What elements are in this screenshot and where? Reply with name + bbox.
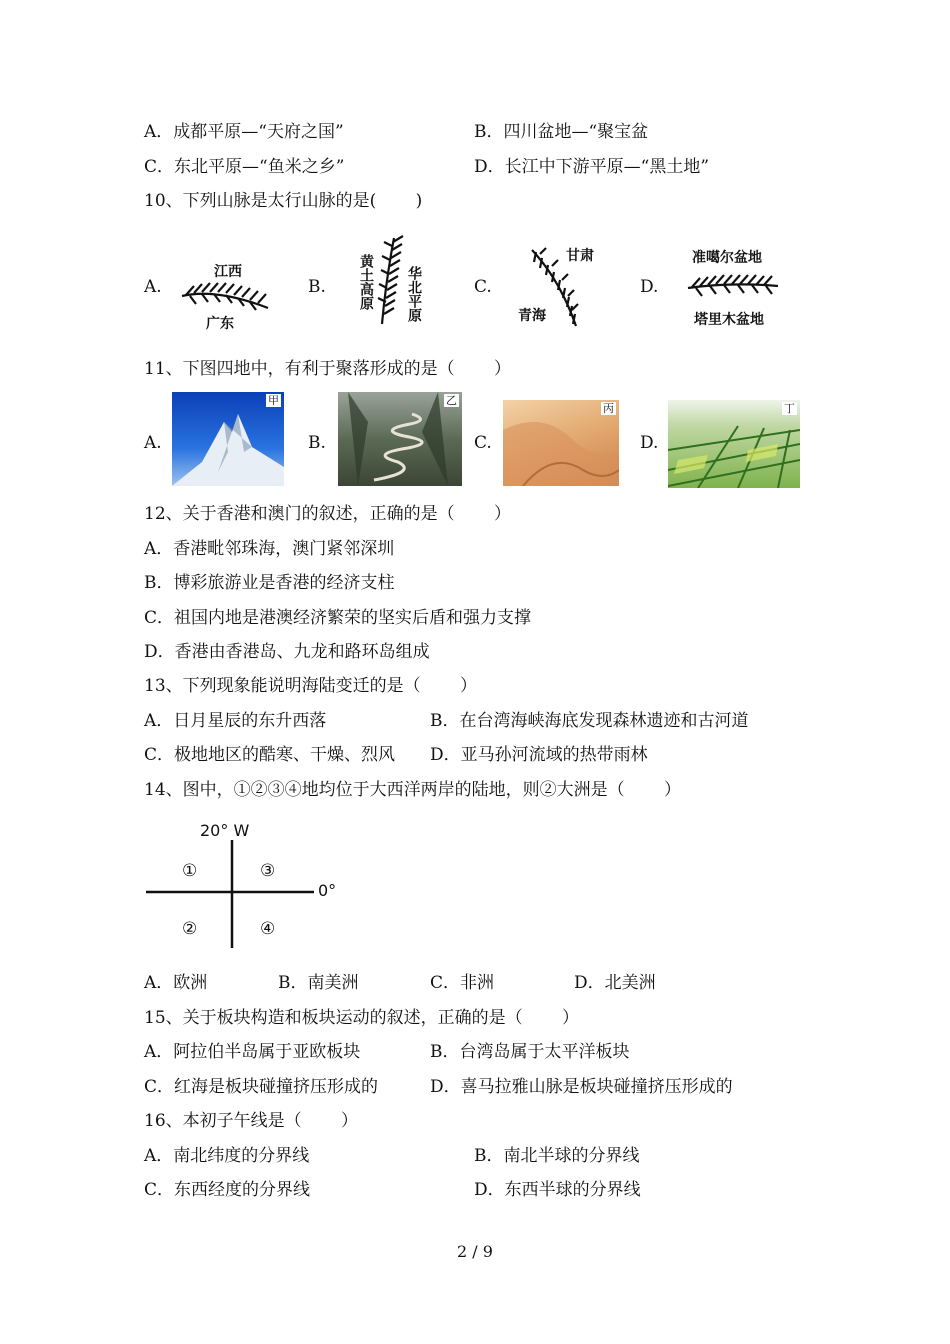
q9-option-b: B．四川盆地—“聚宝盆 (474, 122, 649, 142)
map-c-bottom-label: 青海 (518, 308, 546, 324)
mountain-range-icon (688, 275, 778, 296)
q16-option-a: A．南北纬度的分界线 (144, 1146, 310, 1166)
q10-label-b: B. (308, 277, 326, 297)
q14-diagram (144, 816, 364, 950)
quadrant-3: ③ (260, 861, 276, 881)
q14-stem: 14、图中，①②③④地均位于大西洋两岸的陆地，则②大洲是（ ） (144, 780, 682, 800)
q10-map-b (342, 230, 442, 330)
map-b-left-label: 黄土高原 (358, 254, 374, 310)
photo-tag-yi: 乙 (446, 394, 457, 407)
map-b-right-label: 华北平原 (406, 266, 422, 322)
mountain-range-icon (182, 283, 268, 310)
q12-option-a: A．香港毗邻珠海，澳门紧邻深圳 (144, 539, 395, 559)
q10-map-d (682, 242, 792, 334)
q10-map-c (510, 240, 610, 332)
map-d-bottom-label: 塔里木盆地 (694, 312, 764, 328)
photo-tag-jia: 甲 (268, 394, 279, 407)
photo-winding-road (338, 392, 462, 486)
photo-farmland (668, 400, 800, 488)
q9-option-c: C．东北平原—“鱼米之乡” (144, 157, 345, 177)
q11-label-b: B. (308, 433, 326, 453)
photo-tag-bing: 丙 (603, 402, 614, 415)
map-a-bottom-label: 广东 (206, 316, 234, 332)
q15-option-c: C．红海是板块碰撞挤压形成的 (144, 1077, 379, 1097)
map-c-top-label: 甘肃 (566, 248, 594, 264)
quadrant-4: ④ (260, 919, 276, 939)
q10-map-a (176, 258, 276, 334)
quadrant-2: ② (182, 919, 198, 939)
q12-option-d: D．香港由香港岛、九龙和路环岛组成 (144, 642, 430, 662)
q13-option-d: D．亚马孙河流域的热带雨林 (430, 745, 648, 765)
q15-option-d: D．喜马拉雅山脉是板块碰撞挤压形成的 (430, 1077, 733, 1097)
q12-stem: 12、关于香港和澳门的叙述，正确的是（ ） (144, 504, 512, 524)
latitude-label: 0° (318, 881, 337, 900)
q12-option-b: B．博彩旅游业是香港的经济支柱 (144, 573, 395, 593)
mountain-range-icon (378, 236, 403, 324)
quadrant-1: ① (182, 861, 198, 881)
q11-label-d: D. (640, 433, 659, 453)
q11-stem: 11、下图四地中，有利于聚落形成的是（ ） (144, 359, 512, 379)
q11-label-a: A. (144, 433, 162, 453)
q10-label-a: A. (144, 277, 162, 297)
q10-label-c: C. (474, 277, 492, 297)
q14-option-a: A．欧洲 (144, 973, 208, 993)
q15-stem: 15、关于板块构造和板块运动的叙述，正确的是（ ） (144, 1008, 580, 1028)
q14-option-b: B．南美洲 (278, 973, 359, 993)
farmland-icon (668, 400, 800, 488)
q13-option-b: B．在台湾海峡海底发现森林遗迹和古河道 (430, 711, 749, 731)
q14-option-d: D．北美洲 (574, 973, 656, 993)
q11-label-c: C. (474, 433, 492, 453)
photo-desert (503, 400, 619, 486)
longitude-label: 20° W (200, 821, 250, 840)
map-a-top-label: 江西 (214, 264, 242, 280)
q16-option-c: C．东西经度的分界线 (144, 1180, 311, 1200)
q14-option-c: C．非洲 (430, 973, 495, 993)
q9-option-a: A．成都平原—“天府之国” (144, 122, 344, 142)
q16-option-d: D．东西半球的分界线 (474, 1180, 641, 1200)
photo-snow-mountain (172, 392, 284, 486)
q10-label-d: D. (640, 277, 659, 297)
q15-option-b: B．台湾岛属于太平洋板块 (430, 1042, 630, 1062)
q13-stem: 13、下列现象能说明海陆变迁的是（ ） (144, 676, 478, 696)
q12-option-c: C．祖国内地是港澳经济繁荣的坚实后盾和强力支撑 (144, 608, 532, 628)
q15-option-a: A．阿拉伯半岛属于亚欧板块 (144, 1042, 361, 1062)
map-d-top-label: 准噶尔盆地 (692, 250, 762, 266)
q16-option-b: B．南北半球的分界线 (474, 1146, 640, 1166)
q13-option-c: C．极地地区的酷寒、干燥、烈风 (144, 745, 396, 765)
page-number: 2 / 9 (457, 1242, 493, 1261)
q16-stem: 16、本初子午线是（ ） (144, 1111, 359, 1131)
q10-stem: 10、下列山脉是太行山脉的是( ) (144, 191, 423, 211)
photo-tag-ding: 丁 (784, 402, 795, 415)
q13-option-a: A．日月星辰的东升西落 (144, 711, 327, 731)
q9-option-d: D．长江中下游平原—“黑土地” (474, 157, 710, 177)
